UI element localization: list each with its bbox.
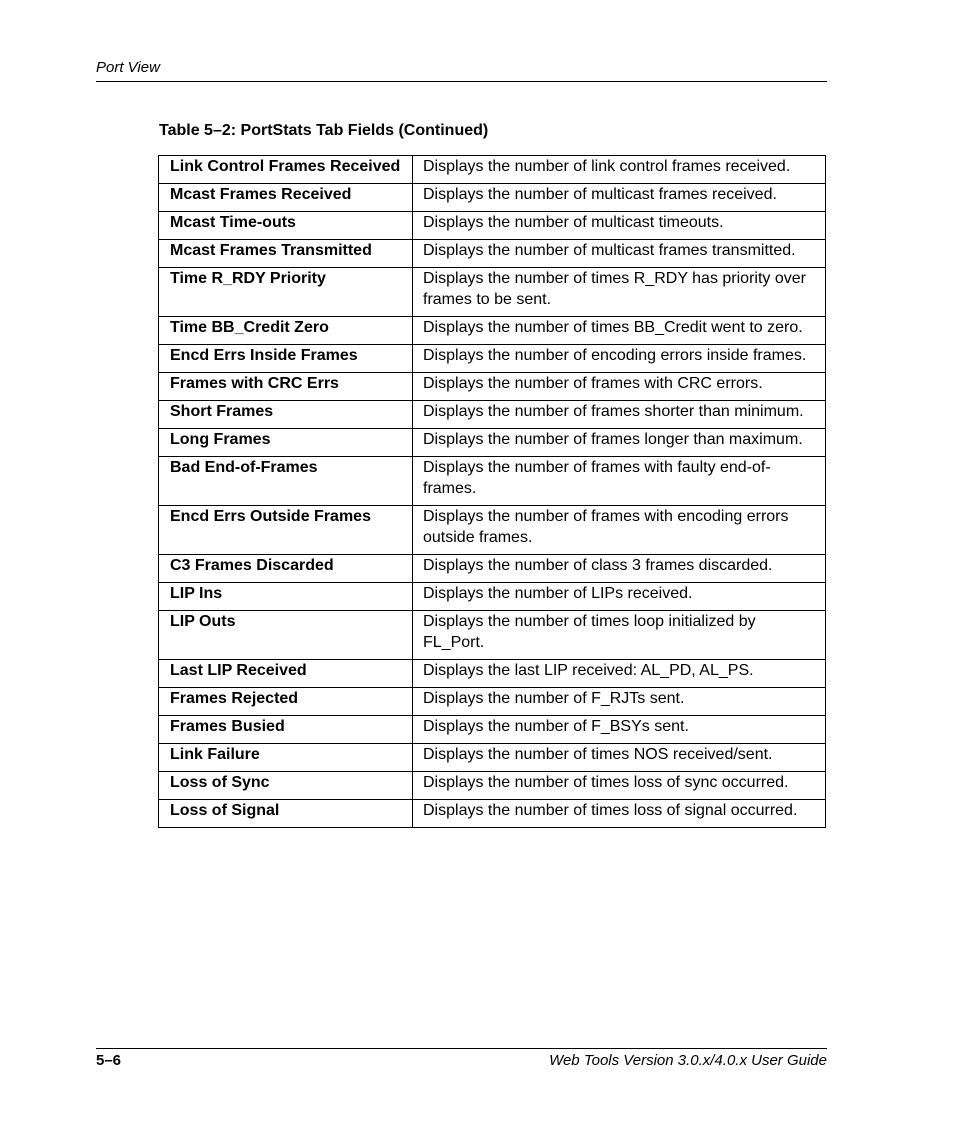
table-row <box>159 156 826 184</box>
footer-rule <box>96 1048 827 1049</box>
field-name: Mcast Frames Received <box>159 184 413 212</box>
field-name: Encd Errs Inside Frames <box>159 345 413 373</box>
field-description: Displays the number of frames with encoding errors outside frames. <box>413 506 826 555</box>
field-name: Frames with CRC Errs <box>159 373 413 401</box>
field-description: Displays the number of times loss of signal occurred. <box>413 800 826 828</box>
field-name: Mcast Frames Transmitted <box>159 240 413 268</box>
field-name: Mcast Time-outs <box>159 212 413 240</box>
field-description: Displays the number of times loop initialized by FL_Port. <box>413 611 826 660</box>
table-row <box>159 555 826 583</box>
table-row <box>159 506 826 555</box>
field-description: Displays the number of frames with CRC errors. <box>413 373 826 401</box>
field-description: Displays the number of frames with faulty end-of-frames. <box>413 457 826 506</box>
table-row <box>159 660 826 688</box>
field-name: Bad End-of-Frames <box>159 457 413 506</box>
field-description: Displays the number of frames longer than maximum. <box>413 429 826 457</box>
field-name: Long Frames <box>159 429 413 457</box>
field-description: Displays the number of frames shorter than minimum. <box>413 401 826 429</box>
table-caption: Table 5–2: PortStats Tab Fields (Continued) <box>159 122 489 139</box>
field-description: Displays the number of multicast frames received. <box>413 184 826 212</box>
page-number: 5–6 <box>96 1052 122 1069</box>
field-description: Displays the number of times loss of sync occurred. <box>413 772 826 800</box>
field-description: Displays the number of times R_RDY has priority over frames to be sent. <box>413 268 826 317</box>
field-name: Loss of Sync <box>159 772 413 800</box>
field-description: Displays the number of times NOS received/sent. <box>413 744 826 772</box>
table-body <box>159 156 826 828</box>
field-description: Displays the number of times BB_Credit went to zero. <box>413 317 826 345</box>
field-description: Displays the number of LIPs received. <box>413 583 826 611</box>
table-row <box>159 457 826 506</box>
book-title: Web Tools Version 3.0.x/4.0.x User Guide <box>549 1052 827 1069</box>
table-row <box>159 429 826 457</box>
field-name: Time R_RDY Priority <box>159 268 413 317</box>
table-row <box>159 401 826 429</box>
field-description: Displays the number of multicast timeouts. <box>413 212 826 240</box>
table-row <box>159 373 826 401</box>
table-row <box>159 184 826 212</box>
field-name: LIP Ins <box>159 583 413 611</box>
table-row <box>159 212 826 240</box>
table-row <box>159 268 826 317</box>
field-name: Time BB_Credit Zero <box>159 317 413 345</box>
table-row <box>159 611 826 660</box>
field-name: Encd Errs Outside Frames <box>159 506 413 555</box>
field-name: Frames Busied <box>159 716 413 744</box>
field-name: C3 Frames Discarded <box>159 555 413 583</box>
table-row <box>159 240 826 268</box>
field-description: Displays the number of link control frames received. <box>413 156 826 184</box>
field-name: Link Failure <box>159 744 413 772</box>
table-row <box>159 583 826 611</box>
portstats-fields-table <box>158 155 826 828</box>
table-row <box>159 345 826 373</box>
field-name: Link Control Frames Received <box>159 156 413 184</box>
field-description: Displays the number of encoding errors inside frames. <box>413 345 826 373</box>
field-name: LIP Outs <box>159 611 413 660</box>
table-row <box>159 688 826 716</box>
field-description: Displays the last LIP received: AL_PD, AL_PS. <box>413 660 826 688</box>
table-row <box>159 800 826 828</box>
table-row <box>159 744 826 772</box>
field-name: Last LIP Received <box>159 660 413 688</box>
field-description: Displays the number of class 3 frames discarded. <box>413 555 826 583</box>
table-row <box>159 716 826 744</box>
field-name: Frames Rejected <box>159 688 413 716</box>
table-row <box>159 772 826 800</box>
table-row <box>159 317 826 345</box>
field-description: Displays the number of F_RJTs sent. <box>413 688 826 716</box>
running-header: Port View <box>96 59 160 76</box>
field-description: Displays the number of multicast frames transmitted. <box>413 240 826 268</box>
header-rule <box>96 81 827 82</box>
field-description: Displays the number of F_BSYs sent. <box>413 716 826 744</box>
field-name: Short Frames <box>159 401 413 429</box>
field-name: Loss of Signal <box>159 800 413 828</box>
